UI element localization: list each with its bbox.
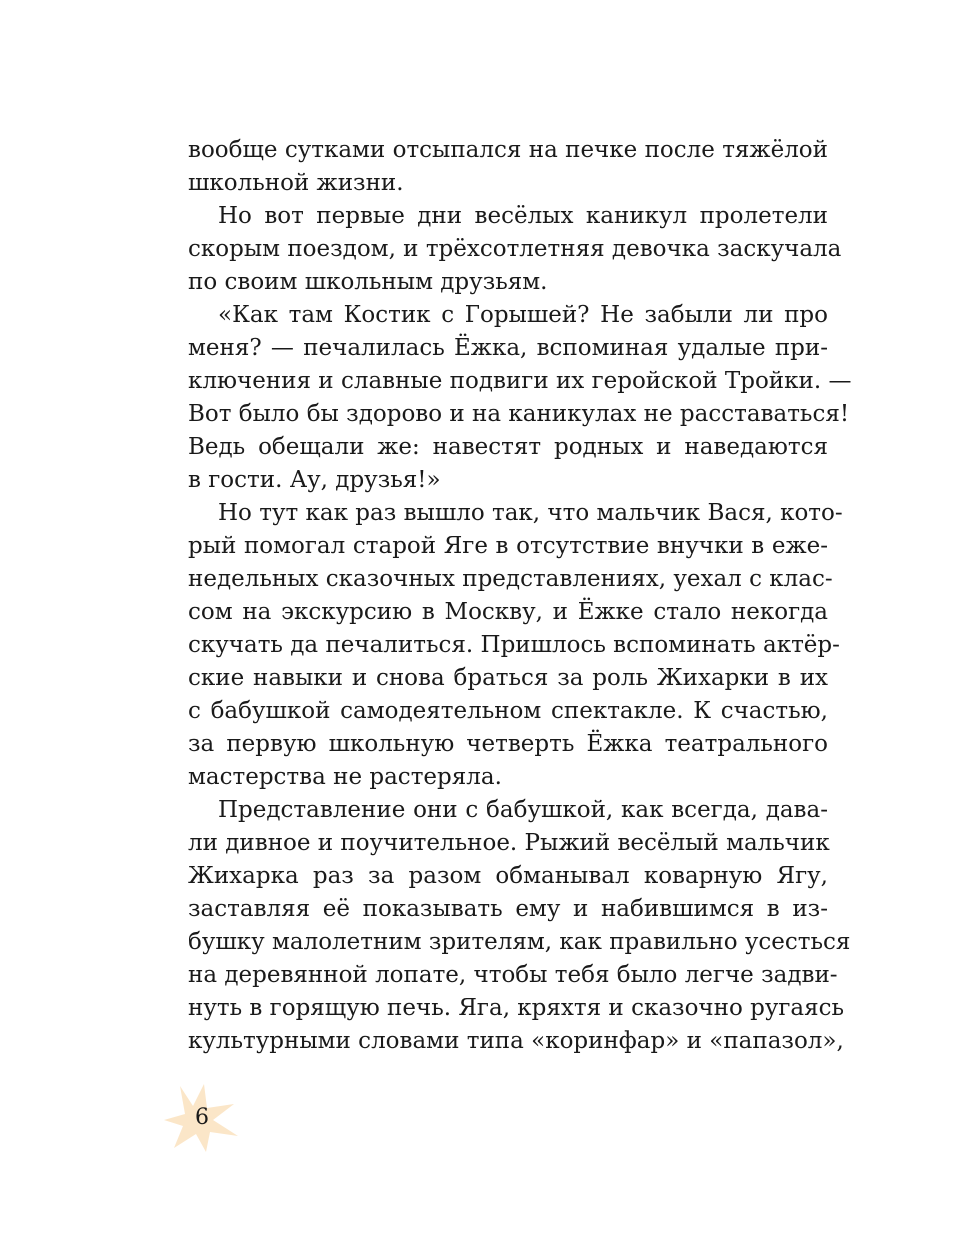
text-line: Но тут как раз вышло так, что мальчик Вася, кото-: [218, 500, 843, 526]
page-number: 6: [195, 1105, 209, 1130]
text-line: недельных сказочных представлениях, уехал с клас-: [188, 566, 833, 592]
text-line: вообще сутками отсыпался на печке после тяжёлой: [188, 137, 828, 163]
text-line: мастерства не растеряла.: [188, 764, 502, 790]
text-line: за первую школьную четверть Ёжка театрального: [188, 731, 828, 757]
page-number-ornament: [160, 1082, 240, 1154]
text-line: в гости. Ау, друзья!»: [188, 467, 441, 493]
text-line: Ведь обещали же: навестят родных и наведаются: [188, 434, 828, 460]
text-line: с бабушкой самодеятельном спектакле. К счастью,: [188, 698, 828, 724]
text-line: Вот было бы здорово и на каникулах не расставаться!: [188, 401, 850, 427]
text-line: по своим школьным друзьям.: [188, 269, 548, 295]
text-line: культурными словами типа «коринфар» и «папазол»,: [188, 1028, 844, 1054]
text-line: Но вот первые дни весёлых каникул пролетели: [218, 203, 828, 229]
text-line: сом на экскурсию в Москву, и Ёжке стало некогда: [188, 599, 828, 625]
text-line: меня? — печалилась Ёжка, вспоминая удалые при-: [188, 335, 828, 361]
text-line: «Как там Костик с Горышей? Не забыли ли про: [218, 302, 828, 328]
text-line: Представление они с бабушкой, как всегда, дава-: [218, 797, 828, 823]
body-text: [188, 134, 852, 1058]
text-line: школьной жизни.: [188, 170, 404, 196]
text-line: рый помогал старой Яге в отсутствие внучки в еже-: [188, 533, 828, 559]
text-line: Жихарка раз за разом обманывал коварную Ягу,: [188, 863, 828, 889]
text-line: ские навыки и снова браться за роль Жихарки в их: [188, 665, 828, 691]
text-line: на деревянной лопате, чтобы тебя было легче задви-: [188, 962, 838, 988]
text-line: ключения и славные подвиги их геройской Тройки. —: [188, 368, 852, 394]
text-line: скорым поездом, и трёхсотлетняя девочка заскучала: [188, 236, 842, 262]
text-line: скучать да печалиться. Пришлось вспоминать актёр-: [188, 632, 840, 658]
text-line: нуть в горящую печь. Яга, кряхтя и сказочно ругаясь: [188, 995, 845, 1021]
text-line: ли дивное и поучительное. Рыжий весёлый мальчик: [188, 830, 830, 856]
text-line: заставляя её показывать ему и набившимся в из-: [188, 896, 828, 922]
text-line: бушку малолетним зрителям, как правильно усесться: [188, 929, 851, 955]
